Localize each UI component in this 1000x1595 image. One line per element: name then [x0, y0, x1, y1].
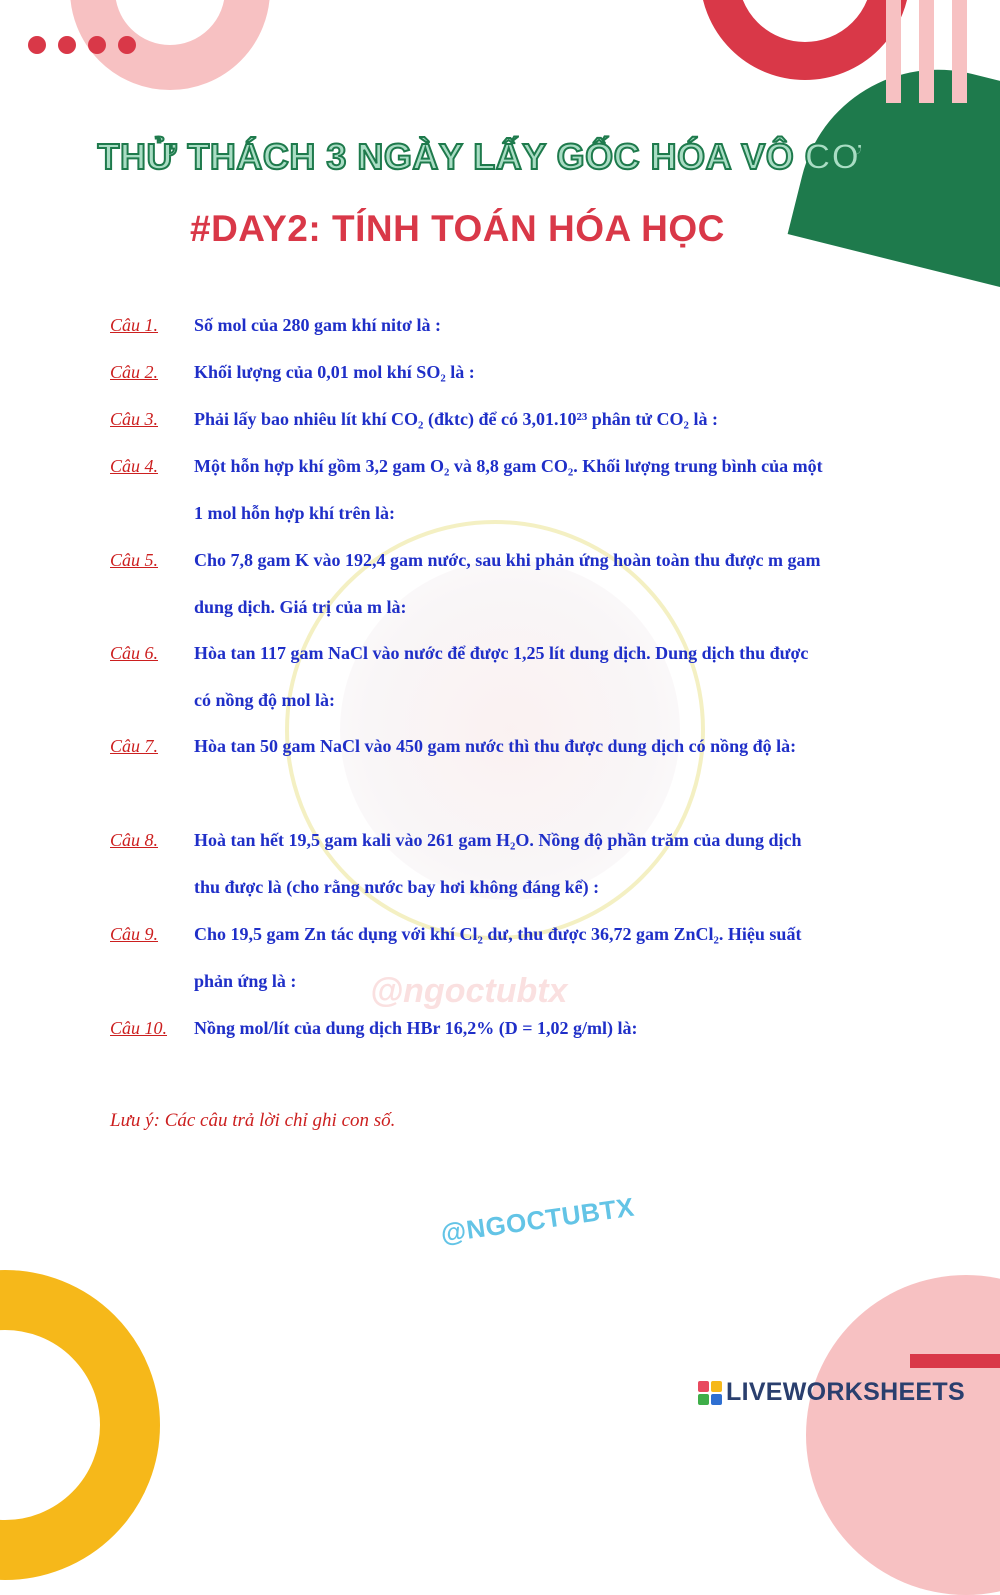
question-label: Câu 8. — [110, 830, 159, 850]
question-label: Câu 10. — [110, 1018, 168, 1038]
question-text: Một hỗn hợp khí gồm 3,2 gam O₂ và 8,8 gam CO₂. Khối lượng trung bình của một — [194, 456, 823, 476]
question-9 — [110, 911, 900, 1005]
question-label: Câu 2. — [110, 362, 159, 382]
watermark-text: @ngoctubtx — [370, 972, 568, 1010]
question-label: Câu 5. — [110, 550, 159, 570]
question-text-cont: có nồng độ mol là: — [194, 690, 336, 710]
question-label: Câu 9. — [110, 924, 159, 944]
liveworksheets-brand[interactable] — [698, 1378, 965, 1407]
note-text: Lưu ý: Các câu trả lời chỉ ghi con số. — [110, 1110, 396, 1131]
question-4 — [110, 443, 900, 537]
decor-red-arc — [700, 0, 910, 80]
question-text-cont: 1 mol hỗn hợp khí trên là: — [194, 503, 396, 523]
question-text-cont: thu được là (cho rằng nước bay hơi không đáng kể) : — [194, 877, 600, 897]
question-label: Câu 1. — [110, 315, 159, 335]
question-text-cont: dung dịch. Giá trị của m là: — [194, 597, 407, 617]
liveworksheets-logo-icon — [698, 1381, 722, 1405]
brand-name: LIVEWORKSHEETS — [726, 1378, 965, 1406]
decor-pink-bars — [886, 0, 967, 103]
question-10 — [110, 1005, 900, 1052]
question-label: Câu 3. — [110, 409, 159, 429]
question-text: Khối lượng của 0,01 mol khí SO₂ là : — [194, 362, 475, 382]
question-text: Số mol của 280 gam khí nitơ là : — [194, 315, 441, 335]
question-8 — [110, 817, 900, 911]
page-title: THỬ THÁCH 3 NGÀY LẤY GỐC HÓA VÔ CƠ — [97, 136, 863, 177]
question-text: Hoà tan hết 19,5 gam kali vào 261 gam H₂O. Nồng độ phần trăm của dung dịch — [194, 830, 802, 850]
decor-yellow-ring — [0, 1270, 160, 1580]
page-subtitle: #DAY2: TÍNH TOÁN HÓA HỌC — [190, 208, 725, 249]
question-5 — [110, 537, 900, 631]
question-label: Câu 6. — [110, 643, 159, 663]
question-7 — [110, 723, 900, 770]
question-1 — [110, 302, 900, 349]
question-text-cont: phản ứng là : — [194, 971, 297, 991]
question-text: Phải lấy bao nhiêu lít khí CO₂ (đktc) để có 3,01.10²³ phân tử CO₂ là : — [194, 409, 718, 429]
question-text: Cho 7,8 gam K vào 192,4 gam nước, sau khi phản ứng hoàn toàn thu được m gam — [194, 550, 821, 570]
decor-pink-blob — [806, 1275, 1000, 1595]
question-2 — [110, 349, 900, 396]
question-text: Hòa tan 117 gam NaCl vào nước để được 1,25 lít dung dịch. Dung dịch thu được — [194, 643, 809, 663]
decor-dots — [28, 36, 136, 54]
question-6 — [110, 630, 900, 724]
decor-red-bar — [910, 1354, 1000, 1368]
author-handle: @NGOCTUBTX — [438, 1191, 637, 1249]
question-3 — [110, 396, 900, 443]
question-text: Nồng mol/lít của dung dịch HBr 16,2% (D = 1,02 g/ml) là: — [194, 1018, 638, 1038]
question-text: Cho 19,5 gam Zn tác dụng với khí Cl₂ dư, thu được 36,72 gam ZnCl₂. Hiệu suất — [194, 924, 802, 944]
question-text: Hòa tan 50 gam NaCl vào 450 gam nước thì thu được dung dịch có nồng độ là: — [194, 736, 797, 756]
question-label: Câu 4. — [110, 456, 159, 476]
question-label: Câu 7. — [110, 736, 159, 756]
